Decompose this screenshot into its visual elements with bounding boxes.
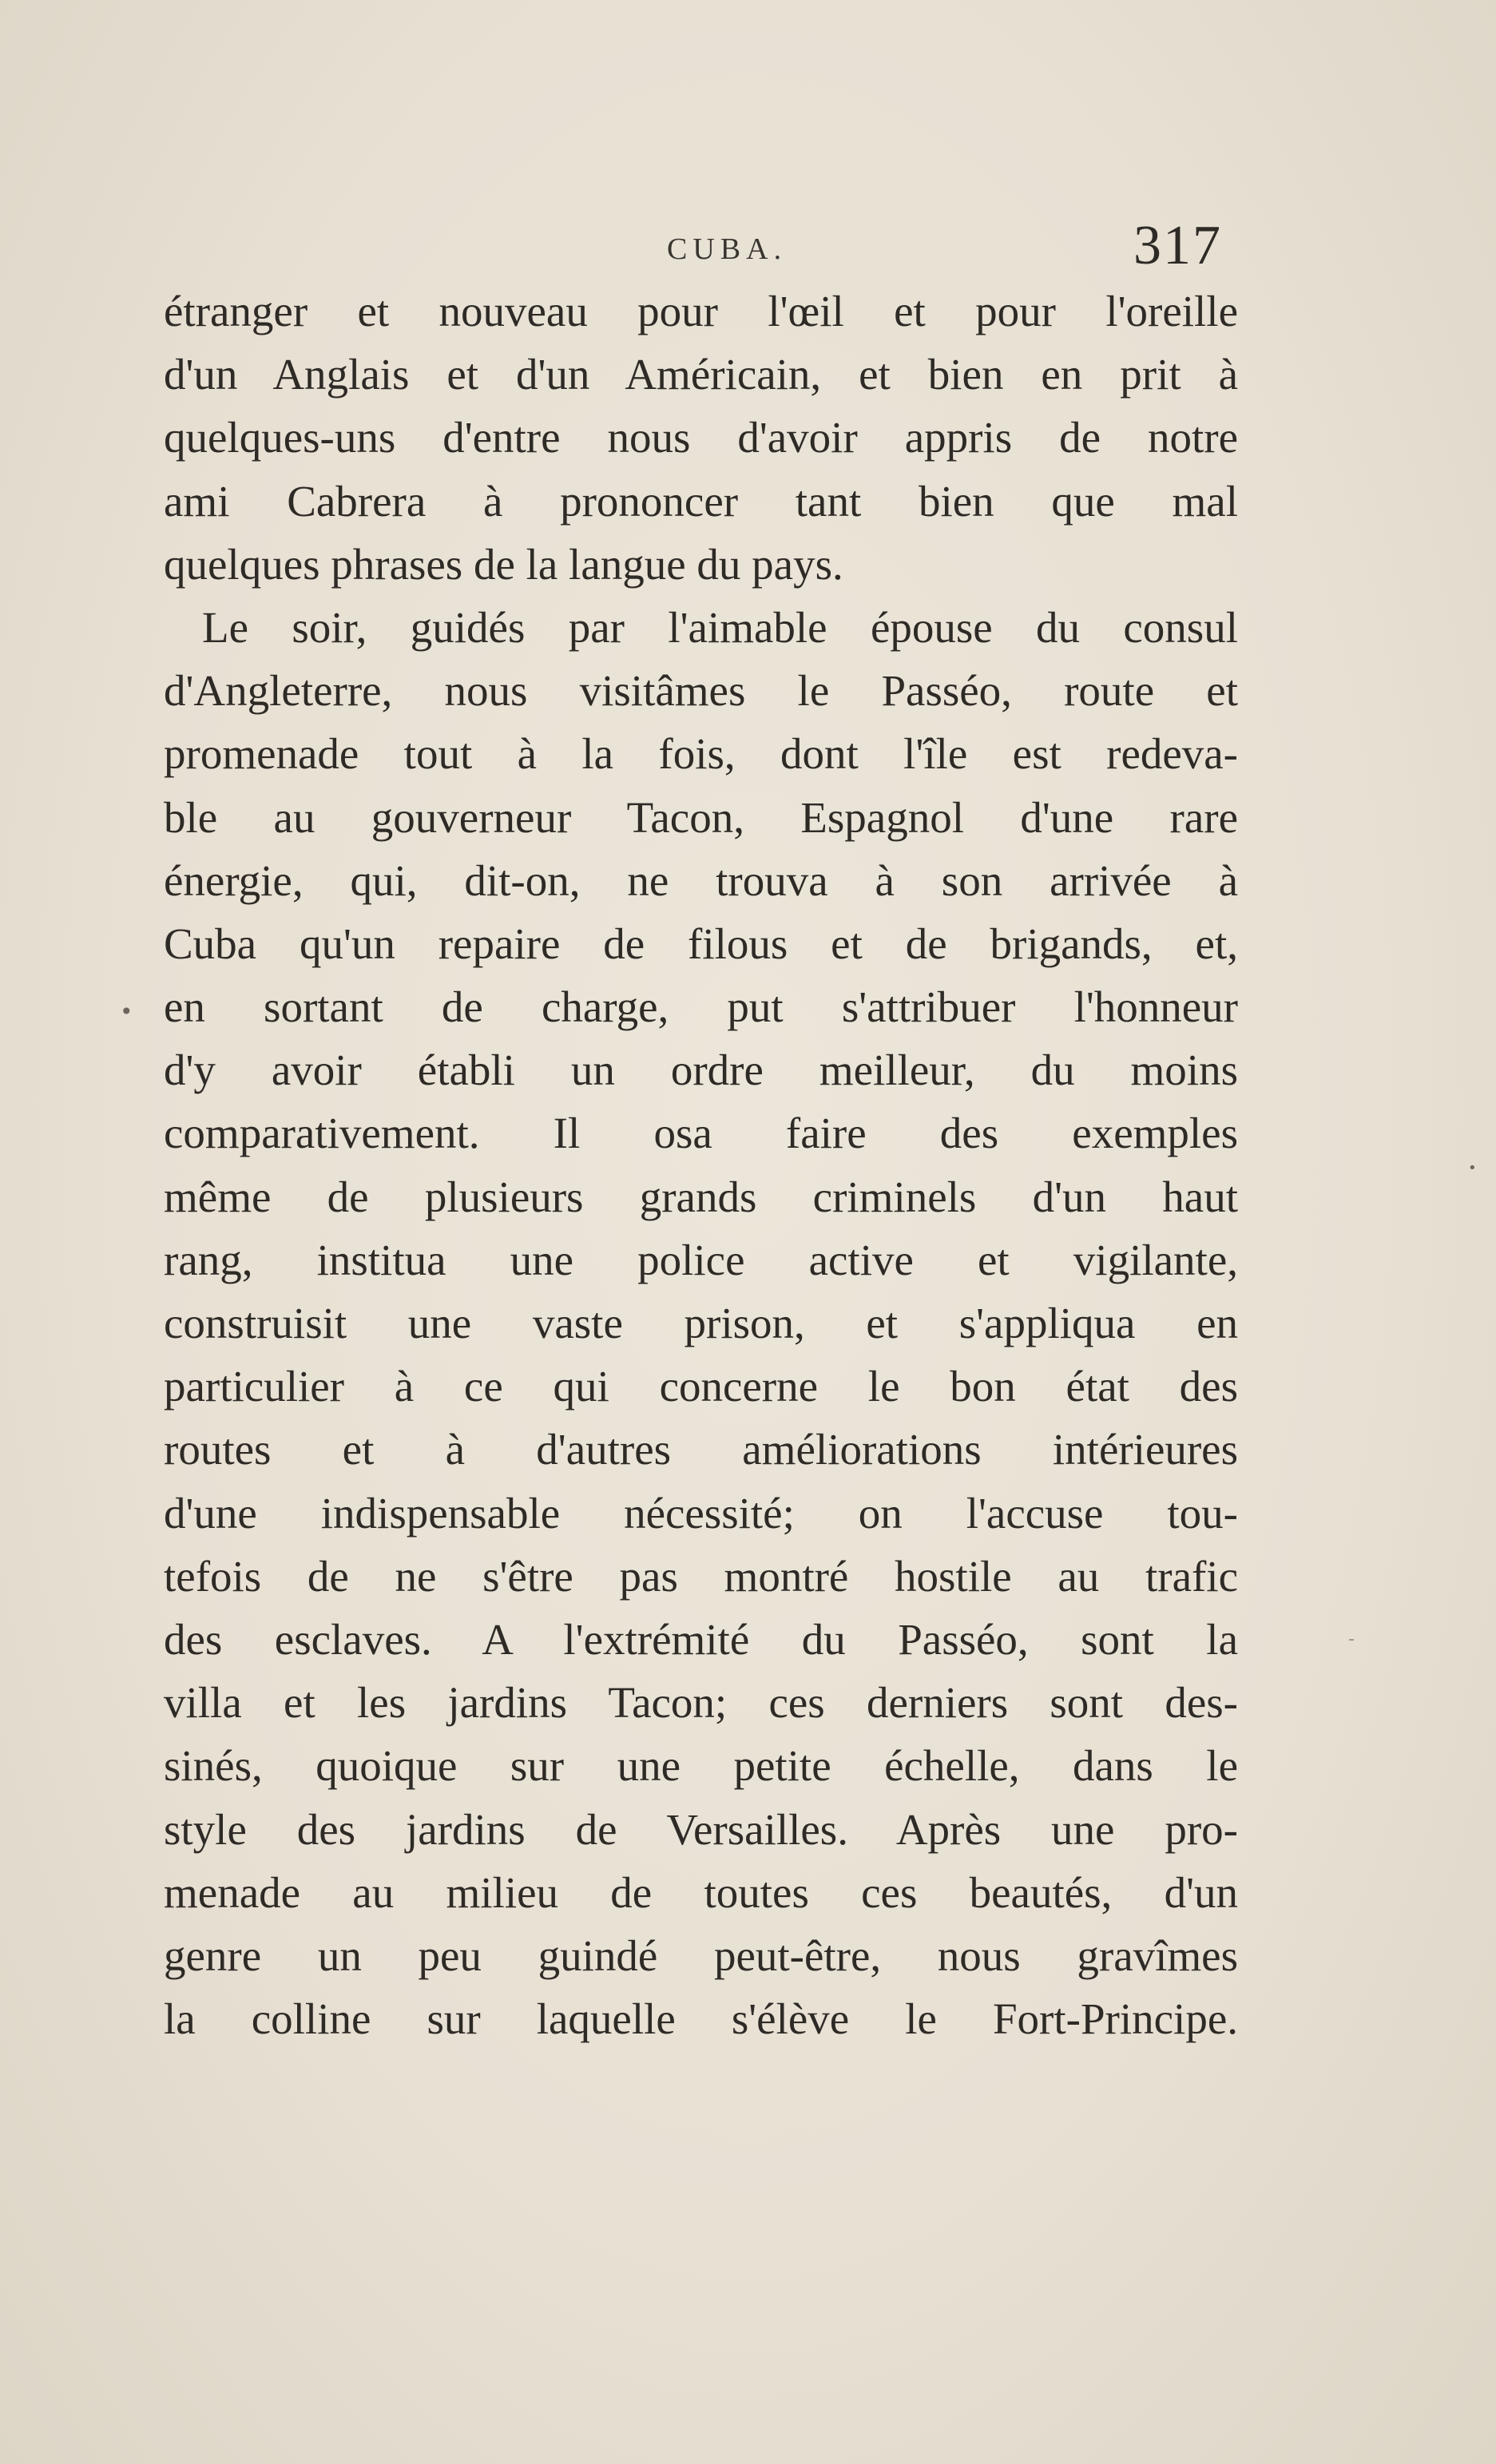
stray-mark-icon: • xyxy=(1468,1160,1477,1176)
text-line: construisit une vaste prison, et s'appliqua en xyxy=(164,1299,1238,1347)
text-line: en sortant de charge, put s'attribuer l'honneur xyxy=(164,982,1238,1032)
text-line: ami Cabrera à prononcer tant bien que mal xyxy=(164,476,1238,526)
running-head: CUBA. xyxy=(667,232,788,266)
text-line: d'un Anglais et d'un Américain, et bien en prit à xyxy=(164,350,1238,399)
text-line: Cuba qu'un repaire de filous et de brigands, et, xyxy=(164,919,1238,968)
text-line: énergie, qui, dit-on, ne trouva à son arrivée à xyxy=(164,855,1238,905)
text-line: même de plusieurs grands criminels d'un haut xyxy=(164,1172,1238,1221)
text-line: la colline sur laquelle s'élève le Fort-Principe. xyxy=(164,1994,1238,2044)
body-text xyxy=(164,280,1238,2050)
text-line: routes et à d'autres améliorations intérieures xyxy=(164,1425,1238,1474)
text-line: quelques phrases de la langue du pays. xyxy=(164,539,843,589)
stray-mark-icon: - xyxy=(1348,1629,1355,1649)
text-line: rang, institua une police active et vigilante, xyxy=(164,1235,1238,1284)
text-line: particulier à ce qui concerne le bon état des xyxy=(164,1362,1238,1411)
text-line: comparativement. Il osa faire des exemples xyxy=(164,1109,1238,1158)
page-number: 317 xyxy=(1133,215,1222,276)
text-line: tefois de ne s'être pas montré hostile au trafic xyxy=(164,1551,1238,1601)
text-line: d'Angleterre, nous visitâmes le Passéo, route et xyxy=(164,666,1238,716)
text-line: Le soir, guidés par l'aimable épouse du consul xyxy=(202,602,1238,652)
text-line: quelques-uns d'entre nous d'avoir appris de notre xyxy=(164,413,1238,462)
stray-mark-icon: • xyxy=(120,998,133,1025)
text-line: d'y avoir établi un ordre meilleur, du moins xyxy=(164,1046,1238,1095)
text-line: ble au gouverneur Tacon, Espagnol d'une rare xyxy=(164,792,1238,842)
text-line: sinés, quoique sur une petite échelle, dans le xyxy=(164,1741,1238,1791)
text-line: d'une indispensable nécessité; on l'accuse tou- xyxy=(164,1488,1238,1538)
page-header xyxy=(164,209,1238,281)
text-line: style des jardins de Versailles. Après une pro- xyxy=(164,1804,1238,1854)
text-line: étranger et nouveau pour l'œil et pour l'oreille xyxy=(164,287,1238,335)
text-line: genre un peu guindé peut-être, nous gravîmes xyxy=(164,1930,1238,1980)
text-line: villa et les jardins Tacon; ces derniers sont des- xyxy=(164,1678,1238,1728)
text-line: menade au milieu de toutes ces beautés, d'un xyxy=(164,1867,1238,1917)
text-line: des esclaves. A l'extrémité du Passéo, sont la xyxy=(164,1614,1238,1664)
text-line: promenade tout à la fois, dont l'île est redeva- xyxy=(164,729,1238,779)
